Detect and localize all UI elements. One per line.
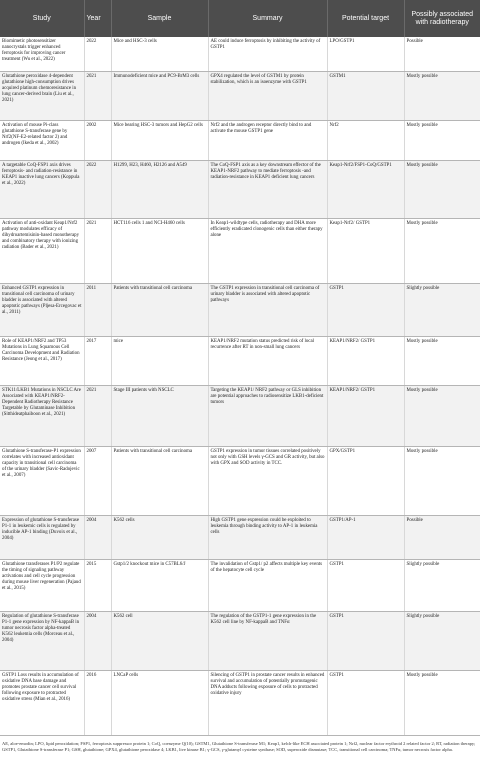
cell-target: Nrf2 — [327, 121, 404, 161]
cell-summary: High GSTP1 gene expression could be exploited to leukemia through binding activity to AP-1 in leukemia cells — [208, 516, 327, 560]
cell-sample: Patients with transitional cell carcinoma — [111, 447, 208, 516]
cell-sample: Gstp1/2 knockout mice in C57BL6/J — [111, 560, 208, 612]
cell-radiotherapy: Mostly possible — [404, 161, 480, 219]
cell-summary: Nrf2 and the androgen receptor directly bind to and activate the mouse GSTP1 gene — [208, 121, 327, 161]
cell-target: GSTP1/AP-1 — [327, 516, 404, 560]
cell-summary: Targeting the KEAP1/ NRF2 pathway or GLS inhibition are potential approaches to radiosensitize LKB1-deficient tumors — [208, 386, 327, 447]
cell-sample: Patients with transitional cell carcinoma — [111, 284, 208, 337]
cell-radiotherapy: Possible — [404, 37, 480, 72]
cell-target: Keap1-Nrf2/FSP1-CoQ/GSTP1 — [327, 161, 404, 219]
cell-sample: Mice and HSC-3 cells — [111, 37, 208, 72]
cell-radiotherapy: Slightly possible — [404, 612, 480, 671]
cell-radiotherapy: Mostly possible — [404, 121, 480, 161]
table-row — [0, 560, 480, 612]
cell-sample: LNCaP cells — [111, 671, 208, 736]
cell-sample: Stage III patients with NSCLC — [111, 386, 208, 447]
cell-year: 2011 — [84, 284, 111, 337]
header-sample: Sample — [111, 0, 208, 37]
cell-radiotherapy: Mostly possible — [404, 447, 480, 516]
cell-target: GPX/GSTP1 — [327, 447, 404, 516]
table-row — [0, 447, 480, 516]
header-radiotherapy: Possibly associated with radiotherapy — [404, 0, 480, 37]
cell-radiotherapy: Mostly possible — [404, 671, 480, 736]
cell-target: LPO/GSTP1 — [327, 37, 404, 72]
cell-target: GSTM1 — [327, 72, 404, 121]
cell-year: 2004 — [84, 516, 111, 560]
table-row — [0, 284, 480, 337]
cell-target: GSTP1 — [327, 671, 404, 736]
cell-year: 2021 — [84, 219, 111, 284]
table-row — [0, 121, 480, 161]
cell-year: 2007 — [84, 447, 111, 516]
cell-study: Glutathione S-transferase-P1 expression correlates with increased antioxidant capacity in transitional cell carcinoma of the urinary bladder (Savic-Radojevic et al., 2007) — [0, 447, 84, 516]
cell-study: Role of KEAP1/NRF2 and TP53 Mutations in Lung Squamous Cell Carcinoma Development and Radiation Resistance (Jeong et al., 2017) — [0, 337, 84, 386]
cell-year: 2015 — [84, 560, 111, 612]
cell-year: 2016 — [84, 671, 111, 736]
cell-sample: K562 cells — [111, 516, 208, 560]
cell-year: 2021 — [84, 72, 111, 121]
cell-study: Regulation of glutathione S-transferase P1-1 gene expression by NF-kappaB in tumor necrosis factor alpha-treated K562 leukemia cells (Morceau et al., 2004) — [0, 612, 84, 671]
cell-year: 2017 — [84, 337, 111, 386]
cell-study: Activation of anti-oxidant Keap1/Nrf2 pathway modulates efficacy of dihydroartemisinin-based monotherapy and combinatory therapy with ionizing radiation (Bader et al., 2021) — [0, 219, 84, 284]
cell-summary: The GSTP1 expression in transitional cell carcinoma of urinary bladder is associated with altered apoptotic pathways — [208, 284, 327, 337]
cell-target: GSTP1 — [327, 612, 404, 671]
cell-sample: K562 cell — [111, 612, 208, 671]
cell-study: Activation of mouse Pi-class glutathione S-transferase gene by Nrf2(NF-E2-related factor 2) and androgen (Ikeda et al., 2002) — [0, 121, 84, 161]
cell-study: Expression of glutathione S-transferase P1-1 in leukemic cells is regulated by inducible AP-1 binding (Duvoix et al., 2004) — [0, 516, 84, 560]
cell-summary: KEAP1/NRF2 mutation status predicted risk of local recurrence after RT in non-small lung cancers — [208, 337, 327, 386]
cell-sample: Mice bearing HSC-3 tumors and HepG2 cells — [111, 121, 208, 161]
cell-summary: GPX4 regulated the level of GSTM1 by protein stabilization, which is an isoenzyme with GSTP1 — [208, 72, 327, 121]
cell-summary: AE could induce ferroptosis by inhibiting the activity of GSTP1 — [208, 37, 327, 72]
table-row — [0, 612, 480, 671]
table-row — [0, 671, 480, 736]
table-row — [0, 37, 480, 72]
cell-study: A targetable CoQ-FSP1 axis drives ferroptosis- and radiation-resistance in KEAP1 inactive lung cancers (Koppula et al., 2022) — [0, 161, 84, 219]
cell-study: GSTP1 Loss results in accumulation of oxidative DNA base damage and promotes prostate cancer cell survival following exposure to protracted oxidative stress (Mian et al., 2016) — [0, 671, 84, 736]
table-row — [0, 337, 480, 386]
cell-radiotherapy: Mostly possible — [404, 337, 480, 386]
cell-year: 2021 — [84, 386, 111, 447]
table-row — [0, 516, 480, 560]
cell-summary: Silencing of GSTP1 in prostate cancer results in enhanced survival and accumulation of potentially promutagenic DNA adducts following exposure of cells to protracted oxidative injury — [208, 671, 327, 736]
cell-target: GSTP1 — [327, 560, 404, 612]
cell-year: 2004 — [84, 612, 111, 671]
cell-study: Enhanced GSTP1 expression in transitional cell carcinoma of urinary bladder is associated with altered apoptotic pathways (Pljesa-Ercegovac et al., 2011) — [0, 284, 84, 337]
cell-summary: In Keap1-wildtype cells, radiotherapy and DHA more efficiently eradicated clonogenic cells than either therapy alone — [208, 219, 327, 284]
cell-target: KEAP1/NRF2/ GSTP1 — [327, 386, 404, 447]
cell-target: KEAP1/NRF2/ GSTP1 — [327, 337, 404, 386]
table-row — [0, 161, 480, 219]
cell-radiotherapy: Mostly possible — [404, 72, 480, 121]
cell-study: STK11/LKB1 Mutations in NSCLC Are Associated with KEAP1/NRF2-Dependent Radiotherapy Resistance Targetable by Glutaminase Inhibition (Sitthideatphaiboon et al., 2021) — [0, 386, 84, 447]
cell-year: 2022 — [84, 37, 111, 72]
cell-summary: The CoQ-FSP1 axis as a key downstream effector of the KEAP1-NRF2 pathway to mediate ferroptosis -and radiation-resistance in KEAP1 deficient lung cancers — [208, 161, 327, 219]
table-header-row — [0, 0, 480, 37]
cell-radiotherapy: Slightly possible — [404, 284, 480, 337]
cell-sample: Immunodeficient mice and PC9-BrM3 cells — [111, 72, 208, 121]
header-year: Year — [84, 0, 111, 37]
cell-year: 2002 — [84, 121, 111, 161]
cell-radiotherapy: Possible — [404, 516, 480, 560]
header-study: Study — [0, 0, 84, 37]
cell-year: 2022 — [84, 161, 111, 219]
cell-study: Biomimetic photosensitizer nanocrystals trigger enhanced ferroptosis for improving cancer treatment (Wu et al., 2022) — [0, 37, 84, 72]
cell-summary: GSTP1 expression in tumor tissues correlated positively not only with GSH levels γ-GCS and GR activity, but also with GPX and SOD activity in TCC. — [208, 447, 327, 516]
table-row — [0, 72, 480, 121]
cell-summary: The invalidation of Gstp1/ p2 affects multiple key events of the hepatocyte cell cycle — [208, 560, 327, 612]
cell-sample: H1299, H23, H460, H2126 and A549 — [111, 161, 208, 219]
cell-target: Keap1-Nrf2/ GSTP1 — [327, 219, 404, 284]
table-row — [0, 386, 480, 447]
cell-study: Glutathione peroxidase 4-dependent glutathione high-consumption drives acquired platinum chemoresistance in lung cancer-derived brain (Liu et al., 2021) — [0, 72, 84, 121]
header-potential-target: Potential target — [327, 0, 404, 37]
cell-summary: The regulation of the GSTP1-1 gene expression in the K562 cell line by NF-kappaB and TNFα — [208, 612, 327, 671]
cell-sample: mice — [111, 337, 208, 386]
cell-radiotherapy: Mostly possible — [404, 386, 480, 447]
cell-sample: HCT116 cells 1 and NCI-H460 cells — [111, 219, 208, 284]
cell-study: Glutathione transferases P1/P2 regulate the timing of signaling pathway activations and cell cycle progression during mouse liver regeneration (Pajaud et al., 2015) — [0, 560, 84, 612]
cell-target: GSTP1 — [327, 284, 404, 337]
table-row — [0, 219, 480, 284]
cell-radiotherapy: Mostly possible — [404, 219, 480, 284]
header-summary: Summary — [208, 0, 327, 37]
cell-radiotherapy: Slightly possible — [404, 560, 480, 612]
table-footnote: AE, aloe-emodin; LPO, lipid peroxidation; FSP1, ferroptosis suppressor protein 1; CoQ, coenzyme Q(10); GSTM1, Glutathione S-transferase M1; Keap1, kelch-like ECH associated protein 1; Nrf2, nuclear factor erythroid 2 related factor 2; RT, radiation therapy; GSTP1, Glutathione S-transferase P1; GSH, glutathione; GPX4, glutathione peroxidase 4; LKB1, live kinase B1; γ-GCS, γ-glutamyl cysteine synthase; SOD, superoxide dismutase; TCC, transitional cell carcinoma; TNFα, tumor necrosis factor alpha. — [2, 741, 476, 752]
